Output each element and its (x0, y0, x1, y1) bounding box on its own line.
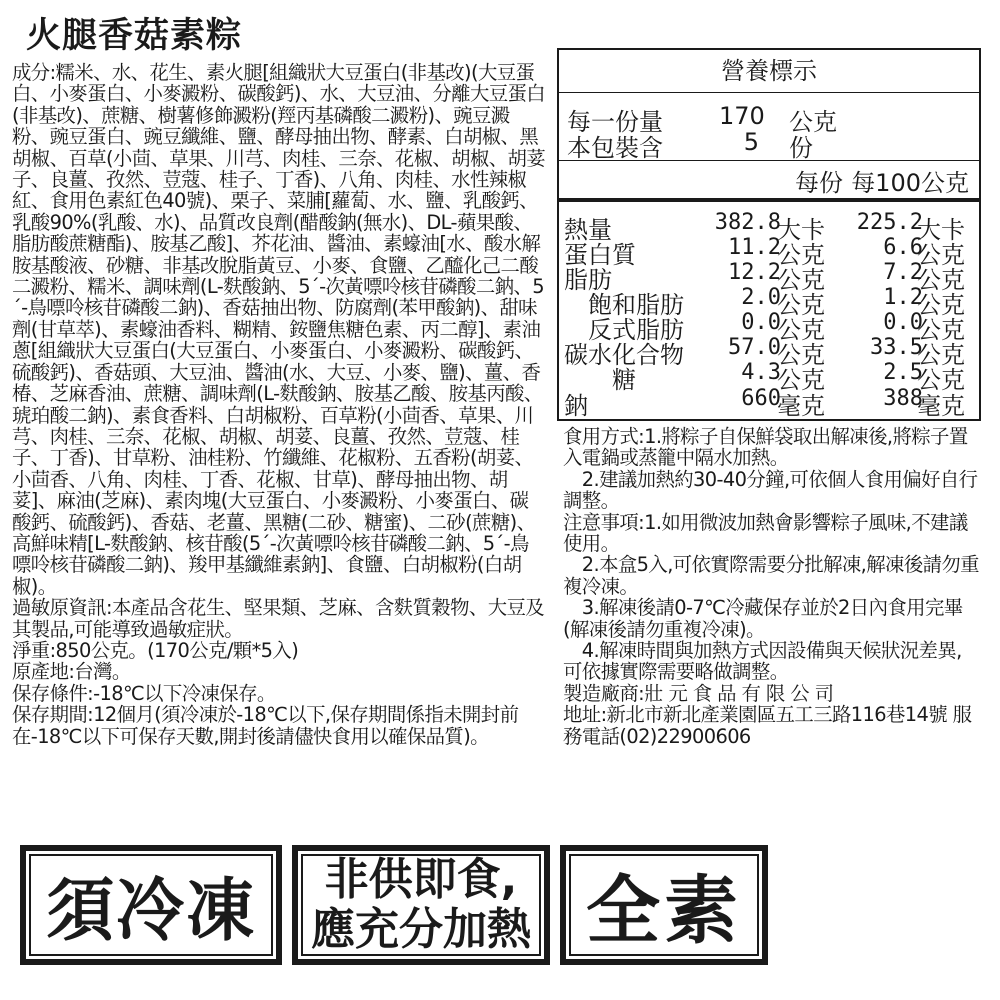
per-serving-unit: 公克 (777, 241, 825, 269)
servings-per-pack-value: 5 (743, 128, 759, 156)
ingredients-text: 成分:糯米、水、花生、素火腿[組織狀大豆蛋白(非基改)(大豆蛋白、小麥蛋白、小麥澱粉、碳酸鈣)、水、大豆油、分離大豆蛋白(非基改)、蔗糖、樹薯修飾澱粉(羥丙基磷酸二澱粉)、豌豆澱粉、豌豆蛋白、豌豆纖維、鹽、酵母抽出物、酵素、白胡椒、黑胡椒、百草(小茴、草果、川芎、肉桂、三奈、花椒、胡椒、胡荽子、良薑、孜然、荳蔻、桂子、丁香)、八角、肉桂、水性辣椒紅、食用色素紅色40號)、栗子、菜脯[蘿蔔、水、鹽、乳酸鈣、乳酸90%(乳酸、水)、品質改良劑(醋酸鈉(無水)、DL-蘋果酸、脂肪酸蔗糖酯)、胺基乙酸]、芥花油、醬油、素蠔油[水、酸水解胺基酸液、砂糖、非基改脫脂黃豆、小麥、食鹽、乙醯化己二酸二澱粉、糯米、調味劑(L-麩酸鈉、5´-次黃嘌呤核苷磷酸二鈉、5´-鳥嘌呤核苷磷酸二鈉)、香菇抽出物、防腐劑(苯甲酸鈉)、甜味劑(甘草萃)、素蠔油香料、糊精、銨鹽焦糖色素、丙二醇]、素油蔥[組織狀大豆蛋白(大豆蛋白、小麥蛋白、小麥澱粉、碳酸鈣、硫酸鈣)、香菇頭、大豆油、醬油(水、大豆、小麥、鹽)、薑、香椿、芝麻香油、蔗糖、調味劑(L-麩酸鈉、胺基乙酸、胺基丙酸、琥珀酸二鈉)、素食香料、白胡椒粉、百草粉(小茴香、草果、川芎、肉桂、三奈、花椒、胡椒、胡荽、良薑、孜然、荳蔻、桂子、丁香)、甘草粉、油桂粉、竹纖維、花椒粉、五香粉(胡荽、小茴香、八角、肉桂、丁香、花椒、甘草)、酵母抽出物、胡荽]、麻油(芝麻)、素肉塊(大豆蛋白、小麥澱粉、小麥蛋白、碳酸鈣、硫酸鈣)、香菇、老薑、黑糖(二砂、糖蜜)、二砂(蔗糖)、高鮮味精[L-麩酸鈉、核苷酸(5´-次黃嘌呤核苷磷酸二鈉、5´-鳥嘌呤核苷磷酸二鈉)、羧甲基纖維素鈉]、食鹽、白胡椒粉(白胡椒)。 (12, 61, 546, 598)
per-serving-unit: 毫克 (777, 392, 825, 420)
nutrient-label: 糖 (564, 366, 636, 394)
per-100g-unit: 大卡 (917, 216, 965, 244)
heat-before-eating-text-group (301, 854, 541, 956)
per-100g-unit: 公克 (917, 266, 965, 294)
nutrition-row (559, 285, 979, 319)
divider (559, 160, 979, 161)
divider-thick (559, 198, 979, 202)
manufacturer-line: 製造廠商:壯 元 食 品 有 限 公 司 (563, 681, 834, 705)
nutrient-label: 熱量 (564, 216, 612, 244)
allergen-text: 過敏原資訊:本產品含花生、堅果類、芝麻、含麩質穀物、大豆及其製品,可能導致過敏症狀。 (12, 596, 545, 641)
servings-per-pack-row (567, 128, 813, 163)
usage-line: 注意事項:1.如用微波加熱會影響粽子風味,不建議使用。 (563, 510, 968, 556)
per-100g-unit: 毫克 (917, 392, 965, 420)
vegan-badge (560, 845, 768, 965)
nutrient-label: 鈉 (564, 392, 588, 420)
nutrition-row (559, 335, 979, 369)
per-100g-header: 每100公克 (851, 169, 969, 197)
per-serving-unit: 公克 (777, 366, 825, 394)
per-100g-value: 1.2 (883, 285, 923, 310)
nutrient-label: 飽和脂肪 (564, 291, 684, 319)
per-100g-unit: 公克 (917, 291, 965, 319)
nutrition-row (559, 386, 979, 420)
usage-line: 4.解凍時間與加熱方式因設備與天候狀況差異,可依據實際需要略做調整。 (563, 639, 962, 684)
heat-before-eating-badge (292, 845, 550, 965)
servings-per-pack-unit: 份 (789, 134, 813, 162)
per-100g-unit: 公克 (917, 316, 965, 344)
usage-instructions (563, 426, 979, 747)
nutrient-label: 反式脂肪 (564, 316, 684, 344)
per-serving-unit: 大卡 (777, 216, 825, 244)
ingredients-block (12, 62, 547, 747)
per-serving-unit: 公克 (777, 291, 825, 319)
nutrition-row (559, 210, 979, 244)
origin-text: 原產地:台灣。 (12, 660, 131, 684)
keep-frozen-text: 須冷凍 (29, 854, 273, 956)
per-serving-value: 4.3 (741, 360, 781, 385)
per-100g-value: 2.5 (883, 360, 923, 385)
usage-line: 食用方式:1.將粽子自保鮮袋取出解凍後,將粽子置入電鍋或蒸籠中隔水加熱。 (563, 425, 968, 470)
nutrient-label: 蛋白質 (564, 241, 636, 269)
serving-size-label: 每一份量 (567, 108, 663, 136)
per-serving-value: 660 (741, 386, 781, 411)
per-100g-value: 0.0 (883, 310, 923, 335)
serving-size-value: 170 (719, 102, 765, 130)
per-serving-unit: 公克 (777, 341, 825, 369)
per-100g-value: 6.6 (883, 235, 923, 260)
net-weight-text: 淨重:850公克。(170公克/顆*5入) (12, 638, 299, 662)
storage-condition-text: 保存條件:-18℃以下冷凍保存。 (12, 681, 276, 705)
per-serving-value: 382.8 (714, 210, 781, 235)
per-100g-unit: 公克 (917, 366, 965, 394)
per-100g-unit: 公克 (917, 341, 965, 369)
nutrition-title: 營養標示 (559, 50, 979, 93)
nutrition-column-header (559, 163, 979, 197)
nutrition-row (559, 310, 979, 344)
shelf-life-text: 保存期間:12個月(須冷凍於-18℃以下,保存期間係指未開封前在-18℃以下可保存天數,開封後請儘快食用以確保品質)。 (12, 703, 519, 748)
per-serving-value: 2.0 (741, 285, 781, 310)
nutrition-row (559, 235, 979, 269)
per-100g-value: 7.2 (883, 260, 923, 285)
usage-line: 2.建議加熱約30-40分鐘,可依個人食用偏好自行調整。 (563, 467, 978, 513)
nutrient-label: 碳水化合物 (564, 341, 684, 369)
heat-thoroughly-line: 應充分加熱 (311, 904, 531, 955)
usage-line: 3.解凍後請0-7℃冷藏保存並於2日內食用完畢(解凍後請勿重複冷凍)。 (563, 596, 963, 641)
nutrient-label: 脂肪 (564, 266, 612, 294)
serving-size-unit: 公克 (789, 108, 837, 136)
nutrition-row (559, 260, 979, 294)
per-serving-value: 0.0 (741, 310, 781, 335)
servings-per-pack-label: 本包裝含 (567, 134, 663, 162)
per-serving-value: 11.2 (728, 235, 781, 260)
per-serving-value: 57.0 (728, 335, 781, 360)
per-100g-value: 33.5 (870, 335, 923, 360)
per-serving-unit: 公克 (777, 316, 825, 344)
usage-line: 2.本盒5入,可依實際需要分批解凍,解凍後請勿重複冷凍。 (563, 553, 979, 598)
per-serving-value: 12.2 (728, 260, 781, 285)
not-ready-to-eat-line: 非供即食, (324, 854, 518, 905)
per-100g-unit: 公克 (917, 241, 965, 269)
per-100g-value: 388 (883, 386, 923, 411)
per-serving-unit: 公克 (777, 266, 825, 294)
nutrition-row (559, 360, 979, 394)
product-title: 火腿香菇素粽 (26, 16, 243, 56)
keep-frozen-badge (20, 845, 282, 965)
nutrition-facts-panel (557, 48, 981, 421)
per-100g-value: 225.2 (856, 210, 923, 235)
address-line: 地址:新北市新北產業園區五工三路116巷14號 服務電話(02)22900606 (563, 703, 972, 748)
vegan-text: 全素 (569, 854, 759, 956)
per-serving-header: 每份 (795, 169, 843, 197)
